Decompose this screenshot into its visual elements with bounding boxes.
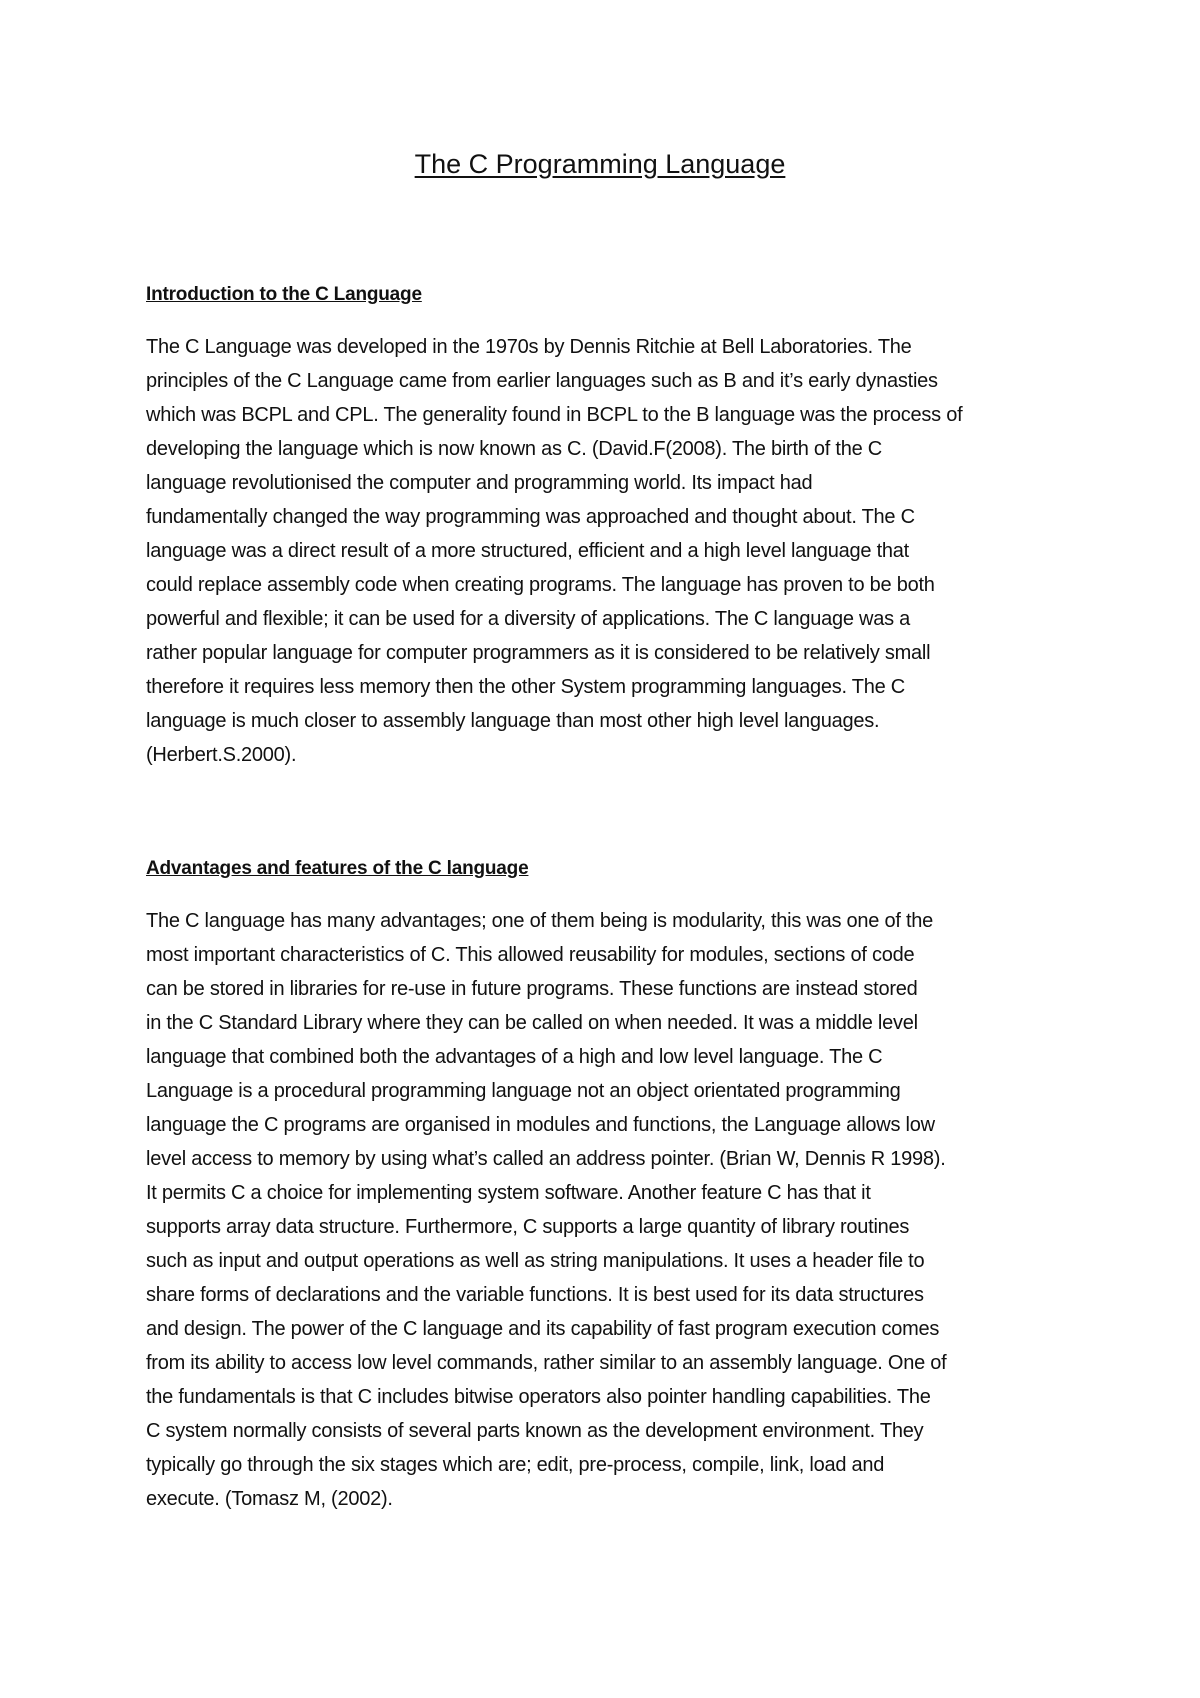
text-line: therefore it requires less memory then the other System programming languages. The C [146,676,905,698]
text-line: level access to memory by using what’s called an address pointer. (Brian W, Dennis R 1998). [146,1148,946,1170]
text-line: Language is a procedural programming language not an object orientated programming [146,1080,901,1102]
text-line: principles of the C Language came from earlier languages such as B and it’s early dynasties [146,370,938,392]
text-line: powerful and flexible; it can be used for a diversity of applications. The C language was a [146,608,911,630]
text-line: such as input and output operations as well as string manipulations. It uses a header file to [146,1250,925,1272]
text-line: The C Language was developed in the 1970s by Dennis Ritchie at Bell Laboratories. The [146,336,912,358]
text-line: supports array data structure. Furthermore, C supports a large quantity of library routines [146,1216,910,1238]
text-line: language that combined both the advantages of a high and low level language. The C [146,1046,883,1068]
document-title: The C Programming Language [414,149,786,179]
text-line: language revolutionised the computer and programming world. Its impact had [146,472,813,494]
text-line: C system normally consists of several parts known as the development environment. They [146,1420,924,1442]
text-line: the fundamentals is that C includes bitwise operators also pointer handling capabilities. The [146,1386,931,1408]
text-line: The C language has many advantages; one of them being is modularity, this was one of the [146,910,934,932]
text-line: (Herbert.S.2000). [146,744,297,766]
text-line: share forms of declarations and the variable functions. It is best used for its data structures [146,1284,924,1306]
text-line: developing the language which is now known as C. (David.F(2008). The birth of the C [146,438,882,460]
text-line: from its ability to access low level commands, rather similar to an assembly language. One of [146,1352,947,1374]
text-line: language the C programs are organised in modules and functions, the Language allows low [146,1114,935,1136]
text-line: execute. (Tomasz M, (2002). [146,1488,393,1510]
text-line: typically go through the six stages which are; edit, pre-process, compile, link, load and [146,1454,885,1476]
text-line: most important characteristics of C. This allowed reusability for modules, sections of code [146,944,915,966]
section-heading-introduction: Introduction to the C Language [146,284,422,305]
text-line: which was BCPL and CPL. The generality found in BCPL to the B language was the process of [146,404,963,426]
text-line: can be stored in libraries for re-use in future programs. These functions are instead stored [146,978,918,1000]
section-heading-advantages: Advantages and features of the C language [146,858,529,879]
text-line: language was a direct result of a more structured, efficient and a high level language that [146,540,909,562]
text-line: It permits C a choice for implementing system software. Another feature C has that it [146,1182,871,1204]
text-line: rather popular language for computer programmers as it is considered to be relatively small [146,642,931,664]
text-line: language is much closer to assembly language than most other high level languages. [146,710,880,732]
text-line: and design. The power of the C language and its capability of fast program execution comes [146,1318,940,1340]
text-line: fundamentally changed the way programming was approached and thought about. The C [146,506,915,528]
text-line: could replace assembly code when creating programs. The language has proven to be both [146,574,935,596]
section-body-advantages [146,904,1066,1516]
section-body-introduction [146,330,1066,772]
text-line: in the C Standard Library where they can be called on when needed. It was a middle level [146,1012,918,1034]
